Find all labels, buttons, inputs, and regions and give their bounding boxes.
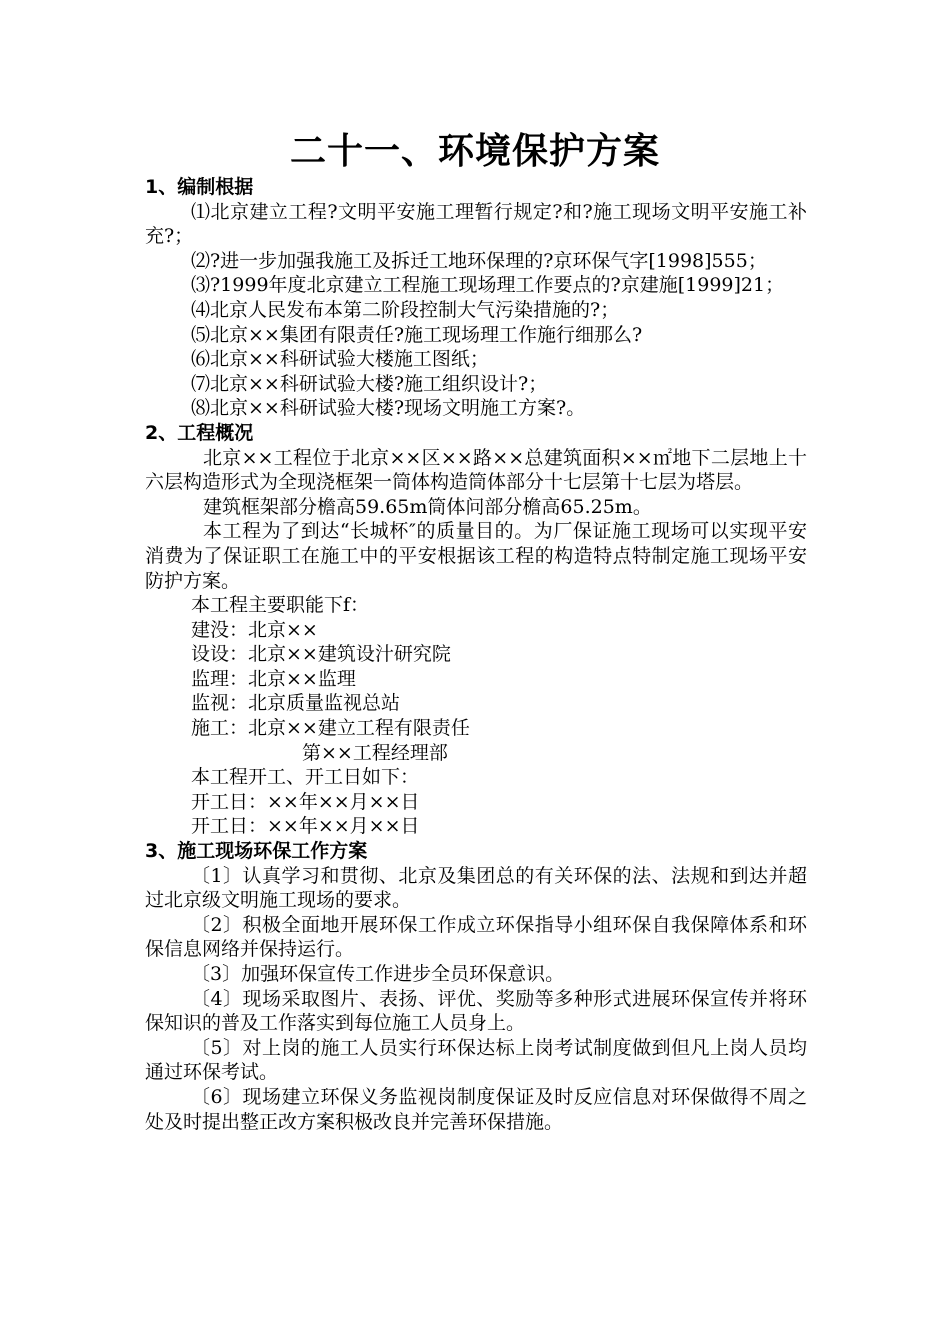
plan-item: 〔2〕积极全面地开展环保工作成立环保指导小组环保自我保障体系和环保信息网络并保持运行。 <box>145 913 807 961</box>
basis-item: ⑻北京××科研试验大楼?现场文明施工方案?。 <box>191 397 586 420</box>
role-line: 建没：北京×× <box>191 618 318 641</box>
section-heading: 2、工程概况 <box>145 421 254 444</box>
role-line-continued: 第××工程经理部 <box>302 741 448 764</box>
role-line: 设设：北京××建筑设汁研究院 <box>191 643 451 666</box>
roles-intro: 本工程主要职能下f： <box>191 594 370 617</box>
basis-item: ⑴北京建立工程?文明平安施工理暂行规定?和?施工现场文明平安施工补充?； <box>145 200 807 248</box>
basis-item: ⑷北京人民发布本第二阶段控制大气污染措施的?； <box>191 298 620 321</box>
plan-item: 〔1〕认真学习和贯彻、北京及集团总的有关环保的法、法规和到达并超过北京级文明施工现场的要求。 <box>145 864 807 912</box>
role-line: 监理：北京××监理 <box>191 667 356 690</box>
basis-item: ⑶?1999年度北京建立工程施工现场理工作要点的?京建施[1999]21； <box>191 274 785 297</box>
section-heading: 1、编制根据 <box>145 176 254 198</box>
plan-item: 〔5〕对上岗的施工人员实行环保达标上岗考试制度做到但凡上岗人员均通过环保考试。 <box>145 1036 807 1084</box>
basis-item: ⑵?进一步加强我施工及拆迁工地环保理的?京环保气字[1998]555； <box>191 249 767 272</box>
overview-paragraph: 建筑框架部分檐高59.65m筒体问部分檐高65.25m。 <box>203 495 652 518</box>
basis-item: ⑺北京××科研试验大楼?施工组织设计?； <box>191 372 548 395</box>
role-line: 监视：北京质量监视总站 <box>191 692 401 715</box>
date-line: 开工日：××年××月××日 <box>191 790 420 813</box>
role-line: 施工：北京××建立工程有限责任 <box>191 717 470 740</box>
plan-item: 〔4〕现场采取图片、表扬、评优、奖励等多种形式进展环保宣传并将环保知识的普及工作落实到每位施工人员身上。 <box>145 987 807 1035</box>
section-heading: 3、施工现场环保工作方案 <box>145 840 368 863</box>
document-title: 二十一、环境保护方案 <box>289 131 660 172</box>
dates-intro: 本工程开工、开工日如下： <box>191 766 420 789</box>
plan-item: 〔6〕现场建立环保义务监视岗制度保证及时反应信息对环保做得不周之处及时提出整正改方案积极改良并完善环保措施。 <box>145 1085 807 1133</box>
basis-item: ⑸北京××集团有限责任?施工现场理工作施行细那么? <box>191 323 643 346</box>
document-body <box>145 175 807 1134</box>
basis-item: ⑹北京××科研试验大楼施工图纸； <box>191 348 489 371</box>
overview-paragraph: 北京××工程位于北京××区××路××总建筑面积××㎡地下二层地上十六层构造形式为全现浇框架一筒体构造筒体部分十七层第十七层为塔层。 <box>145 446 807 494</box>
plan-item: 〔3〕加强环保宣传工作进步全员环保意识。 <box>191 963 565 985</box>
overview-paragraph: 本工程为了到达“长城杯″的质量目的。为厂保证施工现场可以实现平安消费为了保证职工在施工中的平安根据该工程的构造特点特制定施工现场平安防护方案。 <box>145 520 807 592</box>
date-line: 开工日：××年××月××日 <box>191 815 420 838</box>
